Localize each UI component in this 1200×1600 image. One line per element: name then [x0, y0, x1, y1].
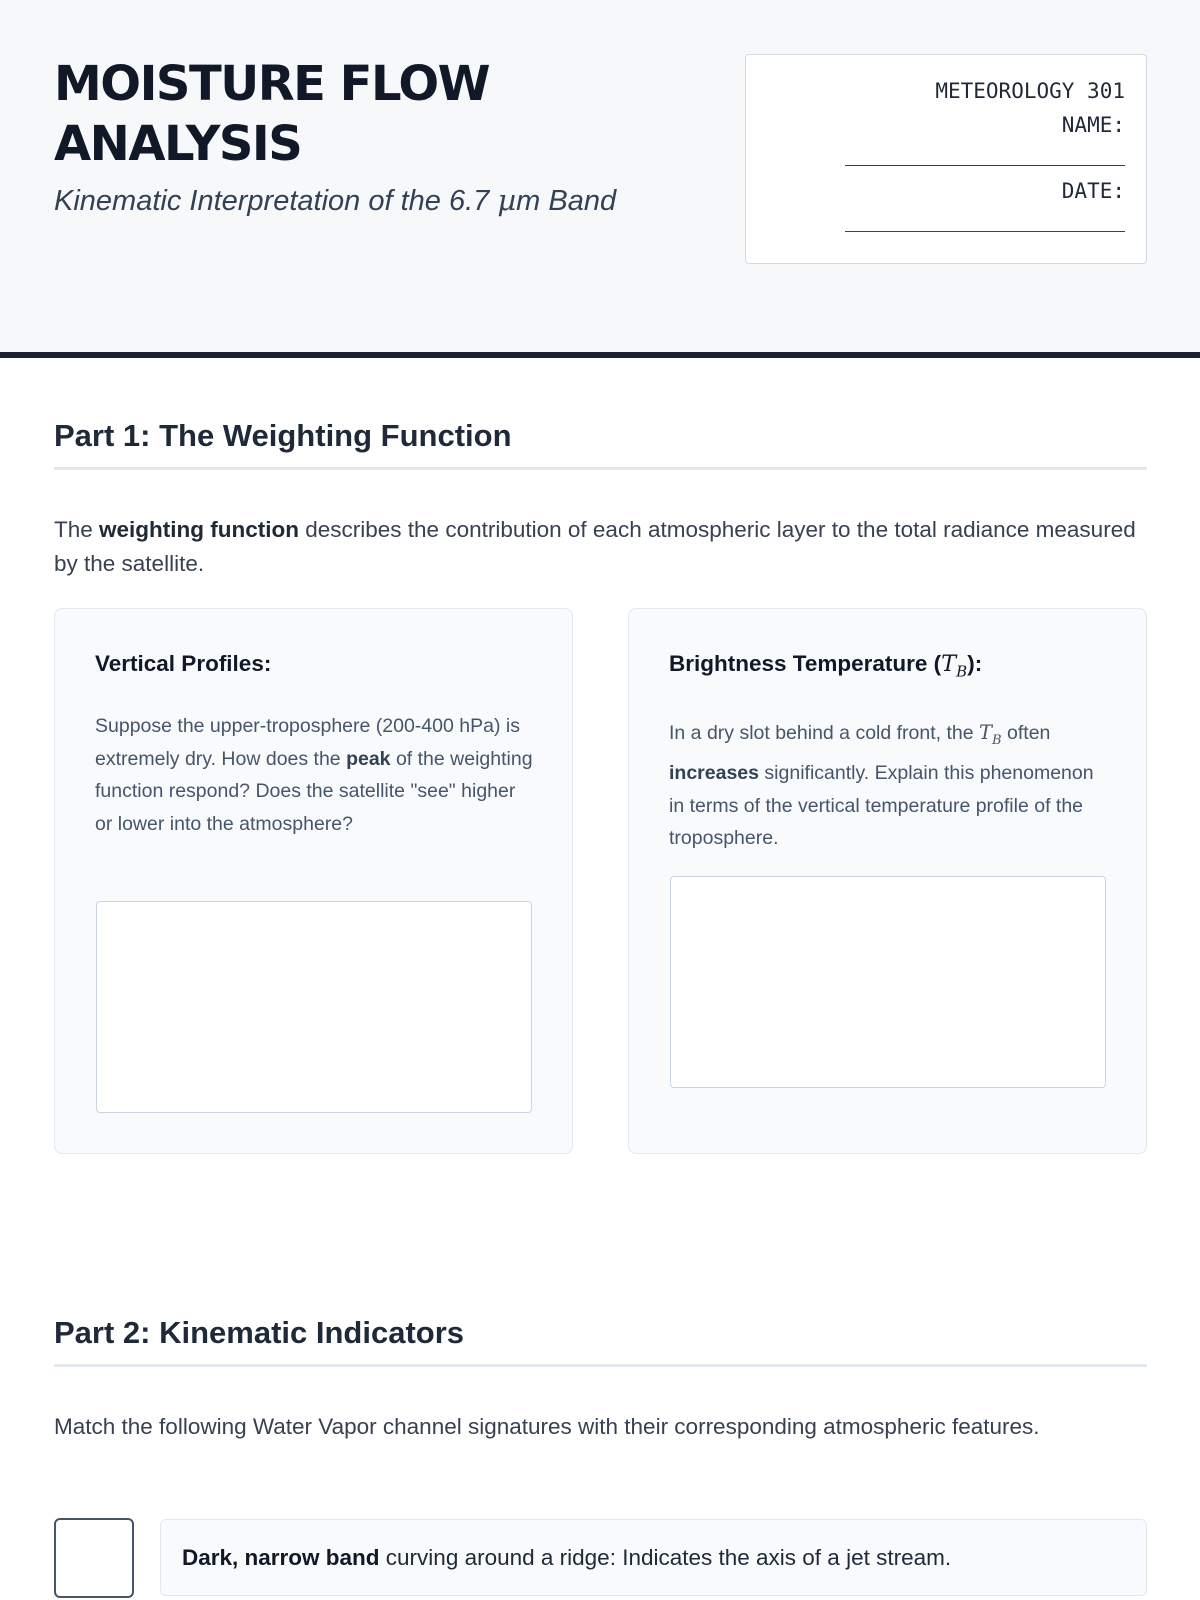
brightness-temperature-question	[669, 717, 1109, 855]
page-title	[54, 54, 694, 174]
weighting-function-term: weighting function	[99, 517, 299, 542]
subtitle-text: Kinematic Interpretation of the 6.7	[54, 185, 498, 217]
question-text-rest: significantly. Explain this phenomenon in terms of the vertical temperature profile of the troposphere.	[669, 762, 1094, 850]
match-answer-box[interactable]	[54, 1518, 134, 1598]
part1-title: Part 1: The Weighting Function	[54, 418, 1147, 470]
tb-subscript: B	[956, 662, 968, 681]
part1-intro-text: The	[54, 517, 100, 542]
part1-intro	[54, 513, 1147, 581]
vertical-profiles-question	[95, 710, 535, 840]
worksheet-header	[0, 0, 1200, 358]
increases-term: increases	[669, 762, 759, 785]
tb-subscript: B	[992, 732, 1002, 748]
title-text-end: ):	[967, 651, 983, 676]
card-title-vertical-profiles: Vertical Profiles:	[95, 651, 272, 676]
card-title-brightness-temperature	[669, 651, 982, 681]
mu-symbol: µ	[497, 183, 517, 217]
tb-symbol: T	[979, 721, 993, 744]
student-info-box	[745, 54, 1147, 264]
title-line-1: MOISTURE FLOW	[54, 56, 490, 112]
course-code: METEOROLOGY 301	[935, 79, 1125, 103]
part1-intro-text-rest: describes the contribution of each atmospheric layer to the total radiance measured by the satellite.	[54, 517, 1136, 576]
title-line-2: ANALYSIS	[54, 116, 302, 172]
signature-description: curving around a ridge: Indicates the axis of a jet stream.	[379, 1545, 952, 1570]
question-text: Suppose the upper-troposphere (200-400 hPa) is extremely dry. How does the	[95, 715, 520, 770]
title-text: Brightness Temperature (	[669, 651, 942, 676]
peak-term: peak	[346, 747, 391, 770]
question-text-mid: often	[1001, 722, 1051, 744]
tb-symbol: T	[941, 651, 957, 677]
vertical-profiles-card	[54, 608, 573, 1154]
subtitle-unit: m Band	[516, 185, 617, 217]
page-subtitle	[54, 180, 734, 221]
brightness-temperature-card	[628, 608, 1147, 1154]
date-field[interactable]	[845, 231, 1125, 232]
name-field[interactable]	[845, 165, 1125, 166]
date-label: DATE:	[1061, 179, 1125, 203]
question-text-rest: of the weighting function respond? Does the satellite "see" higher or lower into the atmosphere?	[95, 747, 533, 835]
signature-term: Dark, narrow band	[182, 1545, 380, 1570]
match-item	[160, 1519, 1147, 1596]
answer-box-vertical-profiles[interactable]	[96, 901, 532, 1113]
part2-title: Part 2: Kinematic Indicators	[54, 1315, 1147, 1367]
answer-box-brightness-temperature[interactable]	[670, 876, 1106, 1088]
question-text: In a dry slot behind a cold front, the	[669, 722, 980, 744]
part2-intro: Match the following Water Vapor channel signatures with their corresponding atmospheric features.	[54, 1414, 1040, 1439]
name-label: NAME:	[1061, 113, 1125, 137]
